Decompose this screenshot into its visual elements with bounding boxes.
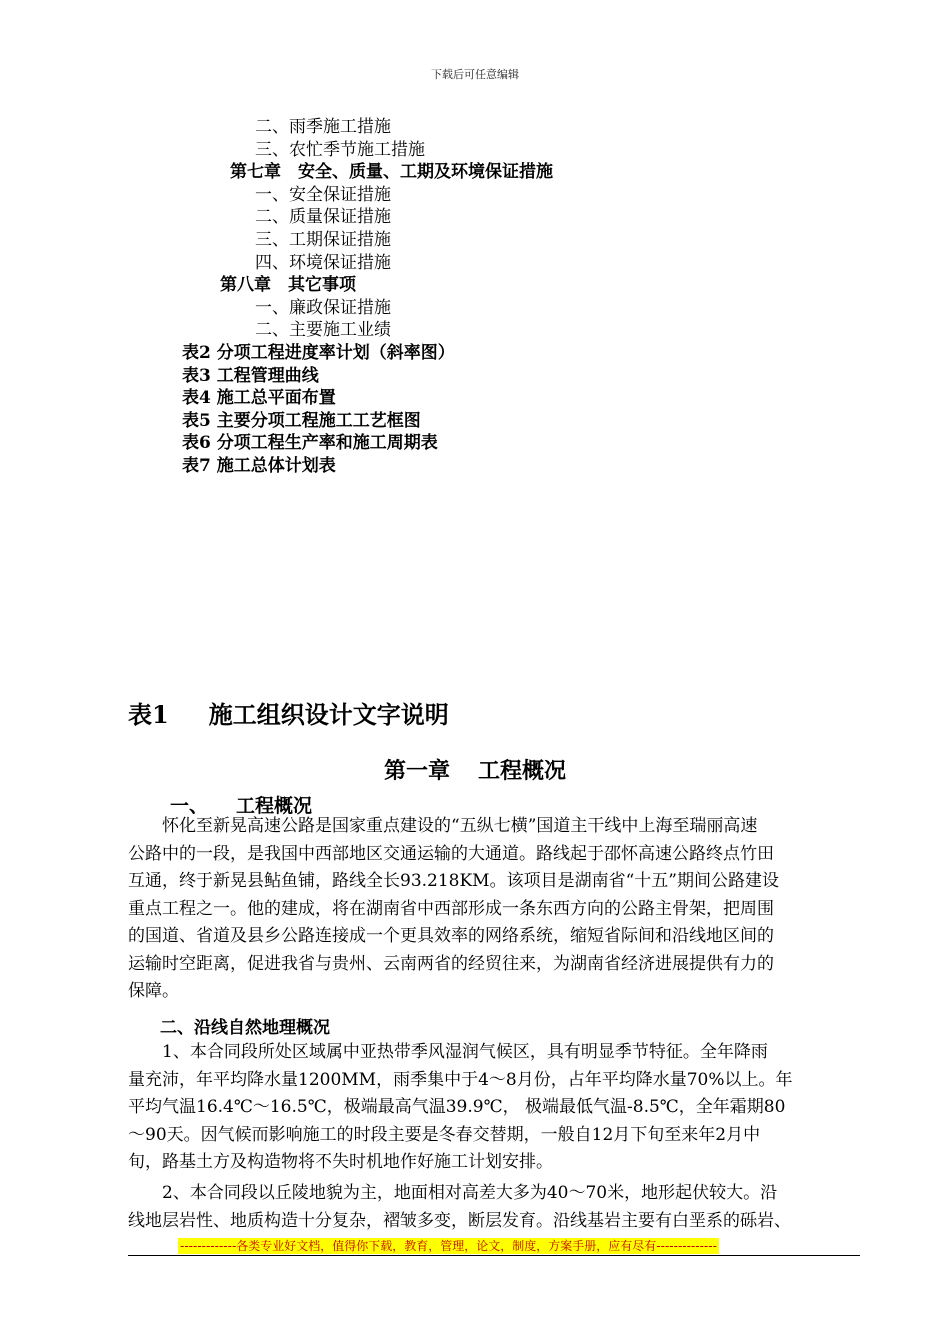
toc-entry: 表7 施工总体计划表 — [182, 456, 336, 476]
chapter-title — [0, 754, 950, 785]
section-2-paragraph-1 — [128, 1039, 864, 1177]
paragraph-line: 公路中的一段，是我国中西部地区交通运输的大通道。路线起于邵怀高速公路终点竹田 — [128, 843, 774, 864]
toc-entry: 三、农忙季节施工措施 — [255, 139, 425, 160]
toc-entry: 第八章 其它事项 — [220, 275, 356, 296]
footer-divider — [128, 1255, 860, 1256]
toc-entry: 表2 分项工程进度率计划（斜率图） — [182, 343, 455, 363]
toc-entry: 四、环境保证措施 — [255, 252, 391, 273]
toc-entry: 一、安全保证措施 — [255, 184, 391, 205]
paragraph-line: 量充沛，年平均降水量1200MM，雨季集中于4～8月份，占年平均降水量70%以上。年 — [128, 1069, 793, 1090]
toc-entry: 三、工期保证措施 — [255, 230, 391, 250]
paragraph-line: 平均气温16.4℃～16.5℃，极端最高气温39.9℃， 极端最低气温-8.5℃，全年霜期80 — [128, 1097, 786, 1117]
paragraph-line: 旬，路基土方及构造物将不失时机地作好施工计划安排。 — [128, 1152, 553, 1172]
paragraph-line: 怀化至新晃高速公路是国家重点建设的“五纵七横”国道主干线中上海至瑞丽高速 — [128, 816, 758, 836]
toc-entry: 二、雨季施工措施 — [255, 117, 391, 137]
paragraph-line: 互通，终于新晃县鲇鱼铺，路线全长93.218KM。该项目是湖南省“十五”期间公路建设 — [128, 871, 779, 891]
paragraph-line: 1、本合同段所处区域属中亚热带季风湿润气候区，具有明显季节特征。全年降雨 — [128, 1042, 768, 1062]
toc-entry: 表4 施工总平面布置 — [182, 388, 336, 409]
paragraph-line: 重点工程之一。他的建成，将在湖南省中西部形成一条东西方向的公路主骨架，把周围 — [128, 898, 774, 919]
paragraph-line: 保障。 — [128, 981, 179, 1001]
paragraph-line: 的国道、省道及县乡公路连接成一个更具效率的网络系统，缩短省际间和沿线地区间的 — [128, 926, 774, 946]
toc-entry: 第七章 安全、质量、工期及环境保证措施 — [230, 162, 553, 183]
paragraph-line: 线地层岩性、地质构造十分复杂，褶皱多变，断层发育。沿线基岩主要有白垩系的砾岩、 — [128, 1210, 791, 1231]
paragraph-line: 2、本合同段以丘陵地貌为主，地面相对高差大多为40～70米，地形起伏较大。沿 — [128, 1183, 778, 1203]
paragraph-line: 运输时空距离，促进我省与贵州、云南两省的经贸往来，为湖南省经济进展提供有力的 — [128, 953, 774, 974]
chapter-name: 工程概况 — [478, 758, 567, 784]
paragraph-line: ～90天。因气候而影响施工的时段主要是冬春交替期，一般自12月下旬至来年2月中 — [128, 1124, 761, 1145]
table-title — [128, 695, 449, 730]
table-title-text: 施工组织设计文字说明 — [208, 700, 449, 729]
chapter-number: 第一章 — [383, 758, 450, 784]
section-2-paragraph-2 — [128, 1180, 864, 1235]
toc-entry: 表5 主要分项工程施工工艺框图 — [182, 410, 421, 431]
toc-entry: 二、主要施工业绩 — [255, 320, 391, 341]
toc-entry: 表6 分项工程生产率和施工周期表 — [182, 433, 438, 454]
toc-entry: 二、质量保证措施 — [255, 207, 391, 228]
table-title-number: 表1 — [128, 700, 169, 729]
toc-entry: 表3 工程管理曲线 — [182, 365, 319, 386]
section-1-title: 工程概况 — [236, 795, 313, 817]
section-heading-2: 二、沿线自然地理概况 — [160, 1018, 330, 1038]
header-note: 下载后可任意编辑 — [431, 68, 519, 81]
section-1-paragraph — [128, 813, 864, 1006]
section-1-number: 一、 — [170, 795, 209, 817]
footer-banner: -------------各类专业好文档，值得你下载，教育，管理，论文，制度，方案手册，应有尽有-------------- — [180, 1239, 717, 1253]
toc-entry: 一、廉政保证措施 — [255, 297, 391, 318]
